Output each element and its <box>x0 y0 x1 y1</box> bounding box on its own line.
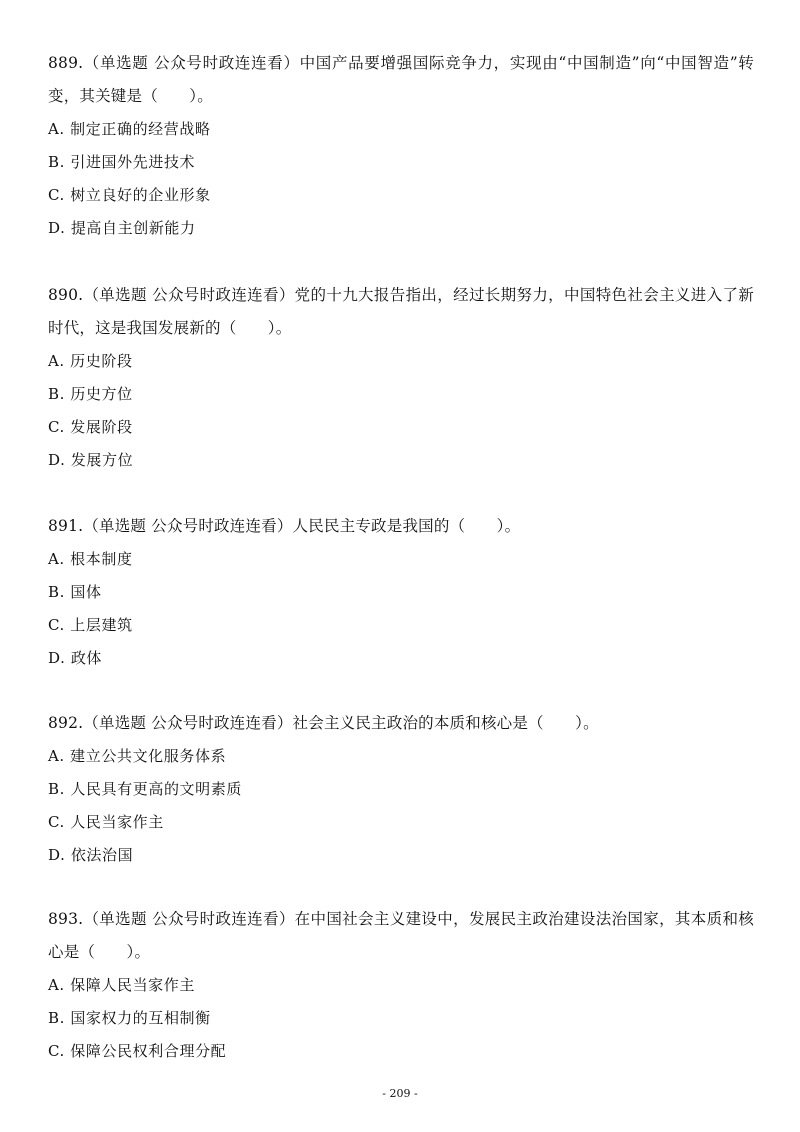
question-stem: 893.（单选题 公众号时政连连看）在中国社会主义建设中，发展民主政治建设法治国家，其本质和核心是（ ）。 <box>48 910 754 961</box>
option-a: A. 建立公共文化服务体系 <box>48 747 227 765</box>
question-893 <box>48 903 754 1068</box>
option-a: A. 制定正确的经营战略 <box>48 120 211 138</box>
question-892 <box>48 707 754 872</box>
question-890 <box>48 279 754 477</box>
option-b: B. 人民具有更高的文明素质 <box>48 780 242 798</box>
option-c: C. 人民当家作主 <box>48 813 164 831</box>
page-number: - 209 - <box>382 1087 418 1100</box>
question-889 <box>48 47 754 245</box>
option-c: C. 树立良好的企业形象 <box>48 186 211 204</box>
option-c: C. 保障公民权利合理分配 <box>48 1042 227 1060</box>
option-a: A. 根本制度 <box>48 550 133 568</box>
question-stem: 889.（单选题 公众号时政连连看）中国产品要增强国际竞争力，实现由“中国制造”向“中国智造”转变，其关键是（ ）。 <box>48 54 754 105</box>
option-c: C. 上层建筑 <box>48 616 133 634</box>
option-a: A. 保障人民当家作主 <box>48 976 195 994</box>
question-stem: 890.（单选题 公众号时政连连看）党的十九大报告指出，经过长期努力，中国特色社会主义进入了新时代，这是我国发展新的（ ）。 <box>48 286 754 337</box>
option-a: A. 历史阶段 <box>48 352 133 370</box>
question-stem: 891.（单选题 公众号时政连连看）人民民主专政是我国的（ ）。 <box>48 517 521 535</box>
option-b: B. 国家权力的互相制衡 <box>48 1009 211 1027</box>
question-stem: 892.（单选题 公众号时政连连看）社会主义民主政治的本质和核心是（ ）。 <box>48 714 599 732</box>
option-d: D. 政体 <box>48 649 103 667</box>
option-d: D. 依法治国 <box>48 846 134 864</box>
option-b: B. 国体 <box>48 583 102 601</box>
option-b: B. 引进国外先进技术 <box>48 153 196 171</box>
question-891 <box>48 510 754 675</box>
option-d: D. 发展方位 <box>48 451 134 469</box>
option-d: D. 提高自主创新能力 <box>48 219 196 237</box>
option-b: B. 历史方位 <box>48 385 133 403</box>
option-c: C. 发展阶段 <box>48 418 133 436</box>
